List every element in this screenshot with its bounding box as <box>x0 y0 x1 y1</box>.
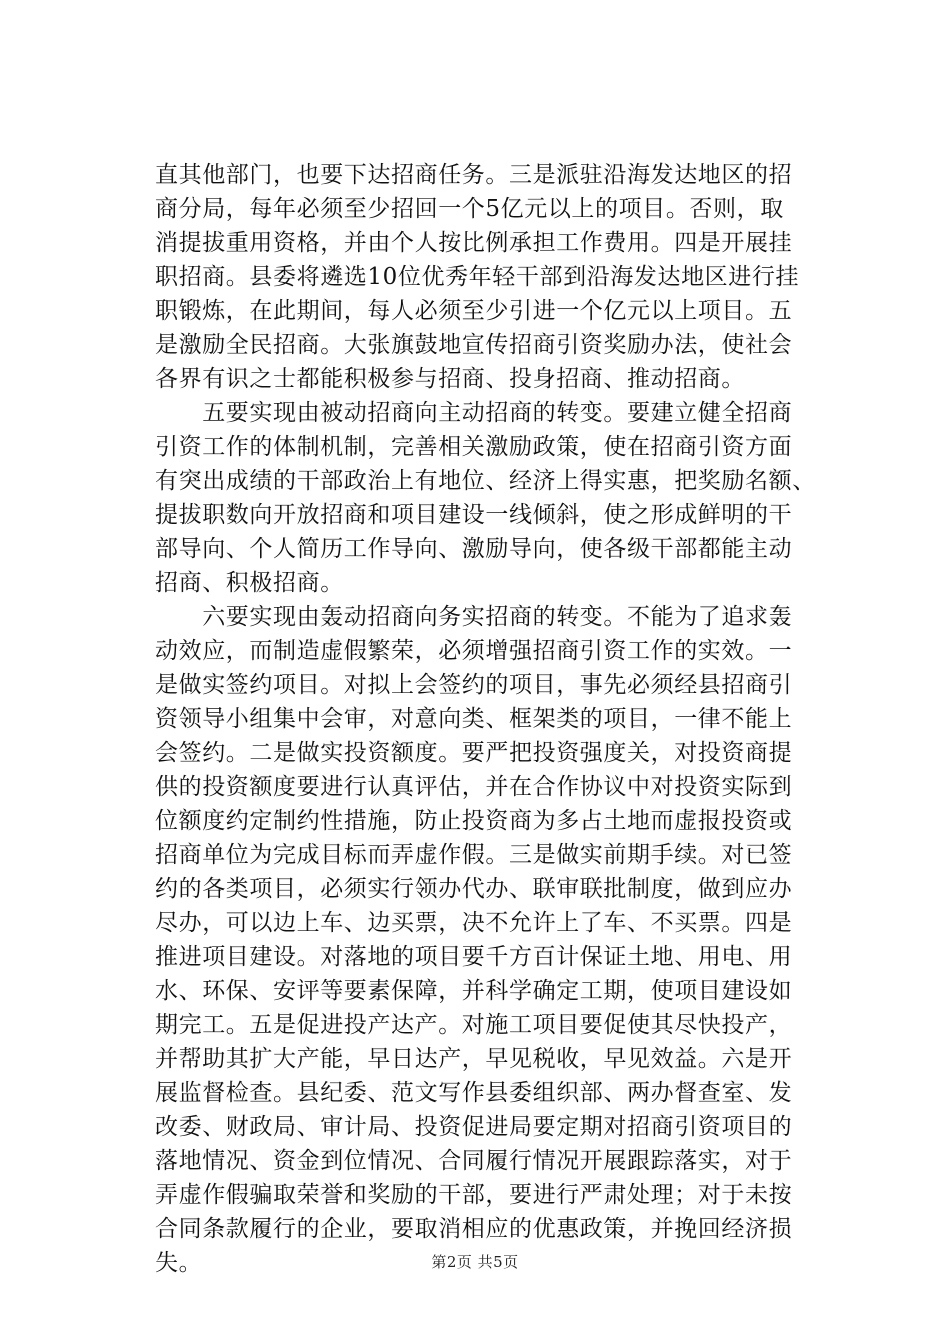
text-line: 位额度约定制约性措施，防止投资商为多占土地而虚报投资或 <box>155 808 793 834</box>
text-line: 提拔职数向开放招商和项目建设一线倾斜，使之形成鲜明的干 <box>155 502 793 528</box>
text-line: 合同条款履行的企业，要取消相应的优惠政策，并挽回经济损 <box>155 1216 793 1242</box>
document-body <box>155 158 816 1280</box>
text-line: 资领导小组集中会审，对意向类、框架类的项目，一律不能上 <box>155 706 793 732</box>
text-line: 展监督检查。县纪委、范文写作县委组织部、两办督查室、发 <box>155 1080 793 1106</box>
text-line: 推进项目建设。对落地的项目要千方百计保证土地、用电、用 <box>155 944 793 970</box>
text-line: 供的投资额度要进行认真评估，并在合作协议中对投资实际到 <box>155 774 793 800</box>
text-line: 是激励全民招商。大张旗鼓地宣传招商引资奖励办法，使社会 <box>155 332 793 358</box>
text-line: 水、环保、安评等要素保障，并科学确定工期，使项目建设如 <box>155 978 793 1004</box>
text-line: 招商、积极招商。 <box>155 570 344 596</box>
text-line: 引资工作的体制机制，完善相关激励政策，使在招商引资方面 <box>155 434 793 460</box>
text-line: 消提拔重用资格，并由个人按比例承担工作费用。四是开展挂 <box>155 230 793 256</box>
text-line: 会签约。二是做实投资额度。要严把投资强度关，对投资商提 <box>155 740 793 766</box>
text-line: 落地情况、资金到位情况、合同履行情况开展跟踪落实，对于 <box>155 1148 793 1174</box>
text-line: 期完工。五是促进投产达产。对施工项目要促使其尽快投产， <box>155 1012 793 1038</box>
text-line: 招商单位为完成目标而弄虚作假。三是做实前期手续。对已签 <box>155 842 793 868</box>
text-line: 并帮助其扩大产能，早日达产，早见税收，早见效益。六是开 <box>155 1046 793 1072</box>
text-line: 尽办，可以边上车、边买票，决不允许上了车、不买票。四是 <box>155 910 793 936</box>
text-line: 约的各类项目，必须实行领办代办、联审联批制度，做到应办 <box>155 876 793 902</box>
text-line: 商分局，每年必须至少招回一个5亿元以上的项目。否则，取 <box>155 196 784 222</box>
text-line: 是做实签约项目。对拟上会签约的项目，事先必须经县招商引 <box>155 672 793 698</box>
text-line: 有突出成绩的干部政治上有地位、经济上得实惠，把奖励名额、 <box>155 468 816 494</box>
text-line: 五要实现由被动招商向主动招商的转变。要建立健全招商 <box>155 400 793 426</box>
text-line: 各界有识之士都能积极参与招商、投身招商、推动招商。 <box>155 366 745 392</box>
page-number-footer: 第2页 共5页 <box>431 1253 519 1271</box>
text-line: 改委、财政局、审计局、投资促进局要定期对招商引资项目的 <box>155 1114 793 1140</box>
text-line: 职锻炼，在此期间，每人必须至少引进一个亿元以上项目。五 <box>155 298 793 324</box>
text-line: 失。 <box>155 1250 203 1276</box>
text-line: 六要实现由轰动招商向务实招商的转变。不能为了追求轰 <box>155 604 793 630</box>
text-line: 弄虚作假骗取荣誉和奖励的干部，要进行严肃处理；对于未按 <box>155 1182 793 1208</box>
text-line: 职招商。县委将遴选10位优秀年轻干部到沿海发达地区进行挂 <box>155 264 800 290</box>
text-line: 动效应，而制造虚假繁荣，必须增强招商引资工作的实效。一 <box>155 638 793 664</box>
text-line: 部导向、个人简历工作导向、激励导向，使各级干部都能主动 <box>155 536 793 562</box>
text-line: 直其他部门，也要下达招商任务。三是派驻沿海发达地区的招 <box>155 162 793 188</box>
